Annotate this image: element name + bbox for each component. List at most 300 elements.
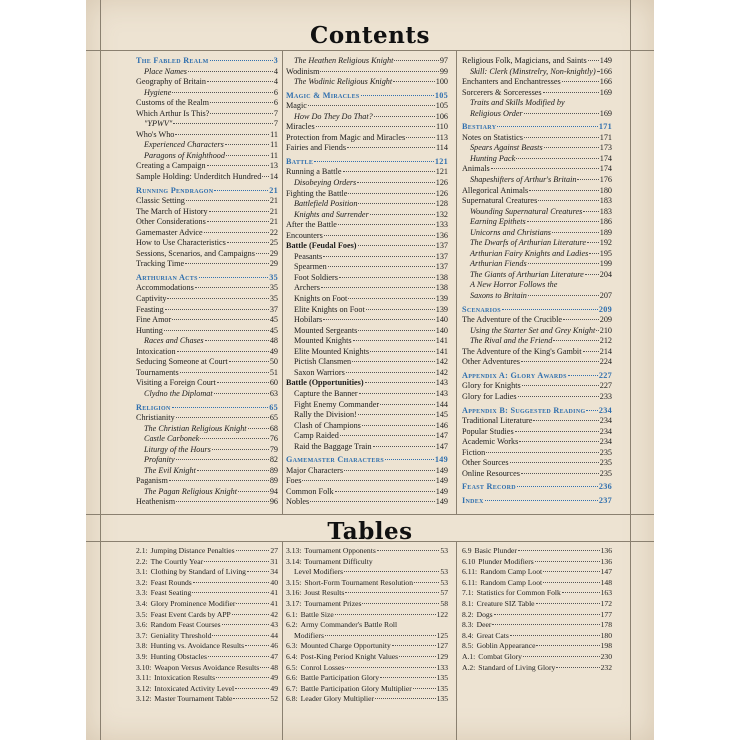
- toc-page-number: 234: [599, 426, 612, 436]
- toc-entry: [136, 67, 278, 78]
- toc-entry-title: Religious Folk, Magicians, and Saints: [462, 56, 587, 65]
- toc-page-number: 4: [273, 77, 278, 87]
- dot-leader: [385, 459, 434, 460]
- toc-entry-title: Spearmen: [294, 262, 327, 272]
- toc-page-number: 6: [273, 87, 278, 97]
- toc-entry: [136, 389, 278, 400]
- toc-page-number: 49: [269, 346, 278, 356]
- toc-entry-title: Pictish Clansmen: [294, 357, 352, 367]
- dot-leader: [393, 81, 435, 82]
- table-list-entry: [136, 578, 278, 589]
- dot-leader: [563, 319, 599, 320]
- dot-leader: [172, 407, 269, 408]
- toc-entry-title: The Dwarfs of Arthurian Literature: [470, 238, 587, 248]
- toc-page-number: 171: [598, 122, 612, 132]
- dot-leader: [347, 147, 435, 148]
- toc-entry-title: Magic & Miracles: [286, 90, 360, 100]
- toc-entry-title: Battle (Opportunities): [286, 378, 364, 388]
- toc-entry-title: Enchanters and Enchantresses: [462, 77, 561, 87]
- toc-entry: [136, 172, 278, 183]
- table-page-number: 180: [600, 630, 612, 640]
- toc-entry-title: Sample Holding: Underditch Hundred: [136, 172, 262, 182]
- toc-entry-title: Paragons of Knighthood: [144, 150, 225, 160]
- dot-leader: [358, 245, 435, 246]
- table-list-entry: [462, 610, 612, 621]
- table-list-entry: [462, 599, 612, 610]
- toc-entry: [286, 252, 448, 263]
- dot-leader: [375, 698, 436, 699]
- right-border-line: [630, 0, 631, 740]
- table-number: 3.16:: [286, 588, 302, 598]
- table-number: 3.8:: [136, 641, 148, 651]
- dot-leader: [236, 603, 269, 604]
- dot-leader: [543, 92, 599, 93]
- toc-section-heading: [286, 91, 448, 102]
- toc-entry-title: Archers: [294, 283, 320, 293]
- table-page-number: 127: [436, 641, 448, 651]
- dot-leader: [214, 393, 269, 394]
- table-list-entry: [462, 641, 612, 652]
- dot-leader: [248, 428, 269, 429]
- toc-page-number: 234: [599, 416, 612, 426]
- toc-entry-title: Fight Enemy Commander: [294, 399, 380, 409]
- table-page-number: 47: [270, 651, 278, 661]
- dot-leader: [236, 550, 270, 551]
- table-page-number: 53: [440, 567, 448, 577]
- toc-entry-title: Arthurian Acts: [136, 272, 198, 282]
- dot-leader: [522, 385, 599, 386]
- toc-entry: [286, 389, 448, 400]
- toc-entry: [286, 431, 448, 442]
- dot-leader: [320, 71, 438, 72]
- dot-leader: [377, 550, 440, 551]
- toc-page-number: 79: [269, 444, 278, 454]
- toc-entry-title: Appendix A: Glory Awards: [462, 370, 567, 380]
- dot-leader: [176, 417, 269, 418]
- toc-entry-title: Other Sources: [462, 458, 509, 468]
- table-list-entry: [136, 588, 278, 599]
- dot-leader: [529, 190, 599, 191]
- toc-entry: [462, 133, 612, 144]
- toc-entry: [462, 217, 612, 228]
- dot-leader: [323, 256, 435, 257]
- table-page-number: 230: [600, 651, 612, 661]
- toc-entry-title: Tracking Time: [136, 259, 185, 269]
- toc-entry-title: Disobeying Orders: [294, 178, 357, 188]
- dot-leader: [494, 614, 600, 615]
- dot-leader: [528, 295, 599, 296]
- table-page-number: 57: [440, 588, 448, 598]
- table-number: 3.2:: [136, 577, 148, 587]
- toc-entry: [136, 434, 278, 445]
- dot-leader: [358, 330, 434, 331]
- toc-entry-title: Captivity: [136, 294, 167, 304]
- toc-page-number: 110: [436, 122, 448, 132]
- dot-leader: [328, 266, 435, 267]
- table-number: 6.6:: [286, 673, 298, 683]
- toc-page-number: 169: [599, 87, 612, 97]
- toc-page-number: 89: [269, 465, 278, 475]
- toc-entry: [136, 305, 278, 316]
- toc-page-number: 142: [435, 367, 448, 377]
- toc-entry: [462, 437, 612, 448]
- toc-entry-title: Intoxication: [136, 346, 176, 356]
- toc-entry-title: The Heathen Religious Knight: [294, 56, 394, 65]
- toc-entry: [462, 56, 612, 67]
- table-title: Plunder Modifiers: [478, 556, 534, 566]
- dot-leader: [200, 438, 269, 439]
- toc-entry-title: Animals: [462, 164, 490, 174]
- toc-entry-title: Academic Works: [462, 437, 519, 447]
- toc-page-number: 139: [435, 294, 448, 304]
- toc-page-number: 235: [599, 447, 612, 457]
- table-list-entry: [136, 567, 278, 578]
- toc-page-number: 100: [435, 77, 448, 87]
- dot-leader: [583, 351, 599, 352]
- toc-entry: [462, 109, 612, 120]
- toc-page-number: 235: [599, 458, 612, 468]
- toc-entry: [462, 280, 612, 291]
- toc-entry-title: Common Folk: [286, 486, 334, 496]
- toc-entry-title: Races and Chases: [144, 336, 204, 346]
- dot-leader: [186, 200, 269, 201]
- table-number: 3.11:: [136, 673, 152, 683]
- toc-entry-title: Popular Studies: [462, 426, 514, 436]
- toc-entry-title: Heathenism: [136, 497, 176, 507]
- toc-entry-title: Scenarios: [462, 304, 501, 314]
- toc-entry: [462, 143, 612, 154]
- dot-leader: [344, 470, 435, 471]
- dot-leader: [352, 361, 435, 362]
- toc-entry-title: Saxon Warriors: [294, 367, 345, 377]
- toc-page-number: 138: [435, 272, 448, 282]
- toc-entry-title: Running a Battle: [286, 167, 342, 177]
- dot-leader: [362, 603, 439, 604]
- dot-leader: [413, 688, 436, 689]
- toc-page-number: 140: [435, 325, 448, 335]
- dot-leader: [370, 214, 435, 215]
- toc-page-number: 11: [270, 129, 278, 139]
- toc-page-number: 171: [599, 132, 612, 142]
- table-page-number: 133: [436, 662, 448, 672]
- table-number: 3.10:: [136, 662, 152, 672]
- toc-entry-title: A New Horror Follows the: [470, 280, 558, 290]
- dot-leader: [235, 688, 269, 689]
- dot-leader: [492, 624, 599, 625]
- toc-entry: [462, 416, 612, 427]
- dot-leader: [339, 277, 435, 278]
- toc-page-number: 149: [434, 455, 448, 465]
- toc-entry-title: The Evil Knight: [144, 465, 196, 475]
- toc-entry-title: Knights on Foot: [294, 294, 348, 304]
- dot-leader: [172, 92, 273, 93]
- dot-leader: [361, 95, 434, 96]
- table-page-number: 135: [436, 673, 448, 683]
- toc-entry: [462, 186, 612, 197]
- toc-entry-title: Bestiary: [462, 122, 497, 132]
- dot-leader: [197, 470, 269, 471]
- toc-page-number: 237: [598, 495, 612, 505]
- toc-entry: [462, 154, 612, 165]
- table-page-number: 49: [270, 683, 278, 693]
- dot-leader: [358, 414, 435, 415]
- toc-entry-title: The March of History: [136, 206, 208, 216]
- table-title: Tournament Opponents: [304, 546, 376, 555]
- table-title: Jumping Distance Penalties: [150, 546, 235, 555]
- table-title: Great Cats: [476, 630, 509, 640]
- table-list-entry: [286, 663, 448, 674]
- dot-leader: [227, 242, 269, 243]
- dot-leader: [210, 60, 273, 61]
- tables-divider-1: [282, 541, 283, 740]
- toc-page-number: 234: [599, 437, 612, 447]
- toc-entry: [286, 305, 448, 316]
- table-list-entry: [462, 546, 612, 557]
- toc-entry-title: Nobles: [286, 497, 310, 507]
- toc-page-number: 105: [435, 101, 448, 111]
- toc-entry: [462, 427, 612, 438]
- table-page-number: 27: [270, 546, 278, 555]
- toc-entry-title: Saxons to Britain: [470, 291, 527, 301]
- toc-entry-title: Major Characters: [286, 465, 344, 475]
- table-number: 8.3:: [462, 620, 474, 630]
- toc-entry: [286, 357, 448, 368]
- toc-page-number: 227: [599, 381, 612, 391]
- toc-entry-title: Notes on Statistics: [462, 132, 523, 142]
- dot-leader: [374, 116, 435, 117]
- table-page-number: 48: [270, 662, 278, 672]
- table-title: Random Feast Courses: [150, 620, 221, 630]
- toc-entry: [286, 133, 448, 144]
- table-title: Tournament Difficulty: [304, 556, 373, 566]
- toc-entry: [462, 347, 612, 358]
- dot-leader: [521, 361, 599, 362]
- toc-entry-title: Foot Soldiers: [294, 272, 338, 282]
- toc-section-heading: [286, 455, 448, 466]
- dot-leader: [245, 645, 269, 646]
- toc-entry: [136, 413, 278, 424]
- toc-page-number: 195: [599, 248, 612, 258]
- toc-entry-title: Mounted Sergeants: [294, 325, 358, 335]
- dot-leader: [380, 404, 435, 405]
- table-title: Weapon Versus Avoidance Results: [154, 662, 260, 672]
- toc-entry: [136, 283, 278, 294]
- dot-leader: [497, 126, 597, 127]
- toc-page-number: 209: [599, 315, 612, 325]
- table-title: Battle Participation Glory: [300, 673, 380, 683]
- toc-entry-title: Hunting: [136, 325, 163, 335]
- toc-entry-title: Mounted Knights: [294, 336, 352, 346]
- dot-leader: [544, 147, 599, 148]
- toc-page-number: 7: [273, 108, 278, 118]
- toc-entry: [136, 98, 278, 109]
- toc-page-number: 236: [598, 482, 612, 492]
- toc-section-heading: [286, 157, 448, 168]
- toc-entry: [462, 249, 612, 260]
- toc-entry-title: Fairies and Fiends: [286, 143, 347, 153]
- table-title: Dogs: [476, 609, 493, 619]
- toc-entry: [286, 336, 448, 347]
- toc-page-number: 233: [599, 391, 612, 401]
- toc-entry-title: Clydno the Diplomat: [144, 388, 213, 398]
- toc-entry: [462, 270, 612, 281]
- table-page-number: 53: [440, 577, 448, 587]
- toc-page-number: 174: [599, 164, 612, 174]
- table-number: 6.7:: [286, 683, 298, 693]
- toc-entry: [462, 67, 612, 78]
- dot-leader: [335, 614, 436, 615]
- dot-leader: [325, 635, 436, 636]
- table-list-entry: [136, 673, 278, 684]
- table-number: 3.15:: [286, 577, 302, 587]
- toc-entry-title: Gamemaster Advice: [136, 227, 203, 237]
- table-title: Deer: [476, 620, 492, 630]
- table-number: 3.4:: [136, 598, 148, 608]
- toc-entry: [462, 196, 612, 207]
- table-page-number: 53: [440, 546, 448, 555]
- left-border-line: [100, 0, 101, 740]
- toc-entry: [136, 368, 278, 379]
- table-list-entry: [286, 610, 448, 621]
- toc-entry-title: Profanity: [144, 455, 175, 465]
- dot-leader: [188, 71, 273, 72]
- dot-leader: [556, 667, 599, 668]
- dot-leader: [596, 330, 598, 331]
- dot-leader: [345, 667, 435, 668]
- dot-leader: [536, 603, 600, 604]
- table-number: 8.2:: [462, 609, 474, 619]
- table-list-entry: [462, 557, 612, 568]
- dot-leader: [562, 592, 600, 593]
- table-title: Joust Results: [304, 588, 345, 598]
- table-number: 6.11:: [462, 567, 478, 577]
- dot-leader: [247, 571, 269, 572]
- table-title: Mounted Charge Opportunity: [300, 641, 391, 651]
- table-page-number: 41: [270, 598, 278, 608]
- dot-leader: [399, 656, 435, 657]
- table-list-entry: [286, 673, 448, 684]
- table-number: A.1:: [462, 651, 476, 661]
- table-page-number: 232: [600, 662, 612, 672]
- toc-entry-title: Encounters: [286, 230, 323, 240]
- toc-entry: [136, 347, 278, 358]
- toc-page-number: 35: [269, 283, 278, 293]
- toc-entry: [136, 336, 278, 347]
- toc-page-number: 21: [269, 196, 278, 206]
- dot-leader: [238, 491, 269, 492]
- toc-entry: [286, 189, 448, 200]
- table-title: Statistics for Common Folk: [476, 588, 561, 598]
- toc-page-number: 21: [269, 217, 278, 227]
- toc-entry: [286, 326, 448, 337]
- toc-page-number: 199: [599, 259, 612, 269]
- dot-leader: [394, 60, 438, 61]
- toc-entry: [286, 112, 448, 123]
- toc-entry-title: How Do They Do That?: [294, 111, 373, 121]
- table-title: Geniality Threshold: [150, 630, 212, 640]
- dot-leader: [543, 582, 599, 583]
- dot-leader: [232, 614, 270, 615]
- toc-entry-title: The Adventure of the King's Gambit: [462, 346, 582, 356]
- toc-page-number: 25: [269, 238, 278, 248]
- dot-leader: [343, 171, 435, 172]
- toc-entry: [286, 143, 448, 154]
- dot-leader: [210, 113, 273, 114]
- dot-leader: [173, 123, 273, 124]
- table-title: Hunting Obstacles: [150, 651, 207, 661]
- dot-leader: [180, 372, 269, 373]
- table-list-entry: [286, 578, 448, 589]
- dot-leader: [353, 340, 435, 341]
- toc-page-number: 29: [269, 248, 278, 258]
- toc-page-number: 180: [599, 185, 612, 195]
- toc-entry-title: Religious Order: [470, 108, 523, 118]
- toc-entry-title: The Fabled Realm: [136, 56, 209, 65]
- dot-leader: [357, 182, 434, 183]
- toc-page-number: 48: [269, 336, 278, 346]
- toc-entry-title: Capture the Banner: [294, 388, 358, 398]
- dot-leader: [338, 224, 435, 225]
- toc-entry: [286, 167, 448, 178]
- table-number: 3.17:: [286, 598, 302, 608]
- toc-page-number: 4: [273, 66, 278, 76]
- toc-page-number: 132: [435, 209, 448, 219]
- toc-page-number: 76: [269, 434, 278, 444]
- toc-entry: [136, 119, 278, 130]
- dot-leader: [207, 165, 269, 166]
- toc-page-number: 139: [435, 304, 448, 314]
- table-list-entry: [136, 663, 278, 674]
- toc-entry-title: Glory for Knights: [462, 381, 521, 391]
- toc-page-number: 149: [435, 465, 448, 475]
- toc-entry-title: Fighting the Battle: [286, 188, 348, 198]
- toc-entry-title: Creating a Campaign: [136, 161, 206, 171]
- tables-top-rule: [86, 541, 654, 542]
- toc-entry: [136, 217, 278, 228]
- toc-entry-title: Traits and Skills Modified by: [470, 98, 565, 108]
- table-page-number: 122: [436, 609, 448, 619]
- dot-leader: [518, 396, 599, 397]
- toc-page-number: 96: [269, 497, 278, 507]
- dot-leader: [392, 645, 436, 646]
- toc-entry: [136, 487, 278, 498]
- toc-entry: [462, 326, 612, 337]
- toc-page-number: 50: [269, 357, 278, 367]
- toc-page-number: 21: [269, 206, 278, 216]
- toc-page-number: 212: [599, 336, 612, 346]
- toc-entry-title: Hobilars: [294, 315, 323, 325]
- toc-page-number: 173: [599, 143, 612, 153]
- dot-leader: [233, 698, 269, 699]
- dot-leader: [562, 81, 599, 82]
- toc-page-number: 143: [435, 388, 448, 398]
- dot-leader: [589, 253, 598, 254]
- table-number: 6.8:: [286, 694, 298, 704]
- toc-entry: [136, 466, 278, 477]
- dot-leader: [335, 491, 435, 492]
- toc-entry-title: Clash of Champions: [294, 420, 361, 430]
- toc-entry-title: Protection from Magic and Miracles: [286, 132, 406, 142]
- toc-entry: [136, 249, 278, 260]
- table-page-number: 34: [270, 567, 278, 577]
- table-page-number: 172: [600, 598, 612, 608]
- dot-leader: [515, 431, 599, 432]
- dot-leader: [414, 582, 439, 583]
- toc-entry-title: Skill: Clerk (Minstrelry, Non-knightly): [470, 66, 596, 76]
- dot-leader: [169, 480, 269, 481]
- toc-entry-title: Using the Starter Set and Grey Knight: [470, 325, 596, 335]
- dot-leader: [358, 203, 434, 204]
